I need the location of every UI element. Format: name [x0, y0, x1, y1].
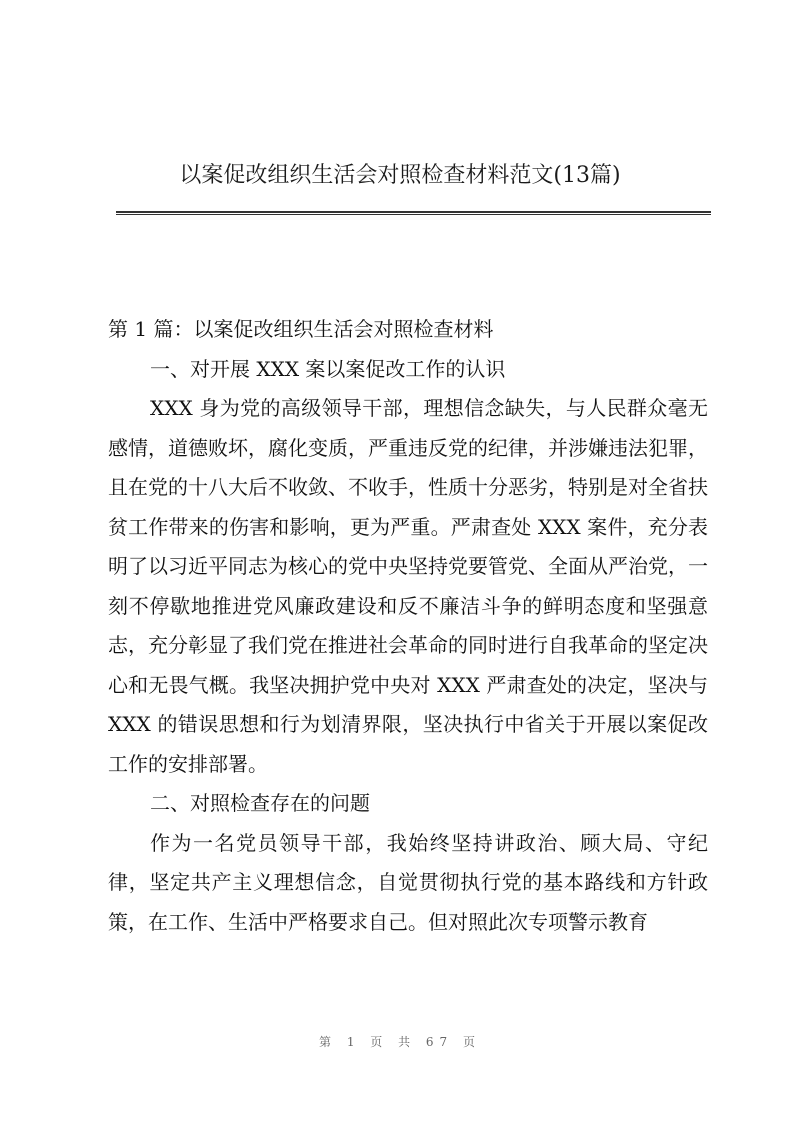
title-divider [116, 211, 711, 215]
paragraph-problems: 作为一名党员领导干部，我始终坚持讲政治、顾大局、守纪律，坚定共产主义理想信念，自觉贯彻执行党的基本路线和方针政策，在工作、生活中严格要求自己。但对照此次专项警示教育 [108, 830, 708, 934]
subheading-understanding: 一、对开展 XXX 案以案促改工作的认识 [150, 356, 506, 381]
page-number-footer: 第 1 页 共 67 页 [319, 1035, 481, 1049]
document-title: 以案促改组织生活会对照检查材料范文(13篇) [179, 163, 621, 188]
document-body [108, 310, 708, 942]
subheading-problems: 二、对照检查存在的问题 [150, 791, 370, 815]
section-heading: 第 1 篇：以案促改组织生活会对照检查材料 [108, 317, 494, 341]
paragraph-understanding: XXX 身为党的高级领导干部，理想信念缺失，与人民群众毫无感情，道德败坏，腐化变质，严重违反党的纪律，并涉嫌违法犯罪，且在党的十八大后不收敛、不收手，性质十分恶劣，特别是对全省扶贫工作带来的伤害和影响，更为严重。严肃查处 XXX 案件，充分表明了以习近平同志为核心的党中央坚持党要管党、全面从严治党，一刻不停歇地推进党风廉政建设和反不廉洁斗争的鲜明态度和坚强意志，充分彰显了我们党在推进社会革命的同时进行自我革命的坚定决心和无畏气概。我坚决拥护党中央对 XXX 严肃查处的决定，坚决与 XXX 的错误思想和行为划清界限，坚决执行中省关于开展以案促改工作的安排部署。 [108, 396, 708, 776]
